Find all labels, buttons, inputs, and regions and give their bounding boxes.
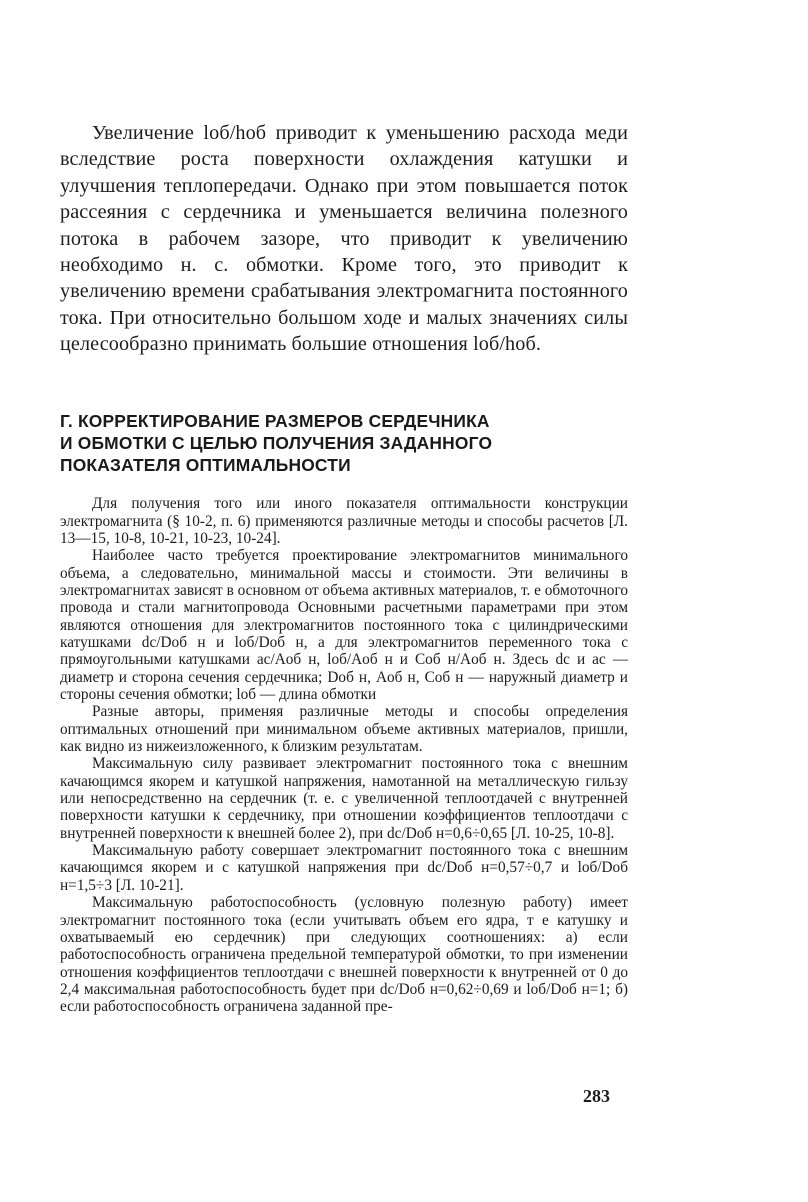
section-body: [60, 495, 628, 1015]
section-heading-line-3: ПОКАЗАТЕЛЯ ОПТИМАЛЬНОСТИ: [60, 455, 351, 476]
body-paragraph-6: Максимальную работоспособность (условную полезную работу) имеет электромагнит постоянного тока (если учитывать объем его ядра, т е катушку и охватываемый ею сердечник) при следующих соотношениях: а) если работоспособность ограничена предельной температурой обмотки, то при изменении отношения коэффициентов теплоотдачи с внешней поверхности к внутренней от 0 до 2,4 максимальная работоспособность будет при dс/Dоб н=0,62÷0,69 и lоб/Dоб н=1; б) если работоспособность ограничена заданной пре-: [60, 894, 628, 1016]
body-paragraph-3: Разные авторы, применяя различные методы и способы определения оптимальных отношений при минимальном объеме активных материалов, пришли, как видно из нижеизложенного, к близким результатам.: [60, 703, 628, 756]
page-content: [60, 120, 628, 1016]
body-paragraph-2: Наиболее часто требуется проектирование электромагнитов минимального объема, а следовательно, минимальной массы и стоимости. Эти величины в электромагнитах зависят в основном от объема активных материалов, т. е обмоточного провода и стали магнитопровода Основными расчетными параметрами при этом являются отношения для электромагнитов постоянного тока с цилиндрическими катушками dс/Dоб н и lоб/Dоб н, а для электромагнитов переменного тока с прямоугольными катушками ac/Aоб н, lоб/Aоб н и Cоб н/Aоб н. Здесь dс и ac — диаметр и сторона сечения сердечника; Dоб н, Aоб н, Cоб н — наружный диаметр и стороны сечения обмотки; lоб — длина обмотки: [60, 547, 628, 704]
body-paragraph-1: Для получения того или иного показателя оптимальности конструкции электромагнита (§ 10-2, п. 6) применяются различные методы и способы расчетов [Л. 13—15, 10-8, 10-21, 10-23, 10-24].: [60, 495, 628, 547]
section-heading: [60, 410, 628, 477]
section-heading-line-1: Г. КОРРЕКТИРОВАНИЕ РАЗМЕРОВ СЕРДЕЧНИКА: [60, 410, 490, 431]
intro-paragraph: Увеличение lоб/hоб приводит к уменьшению расхода меди вследствие роста поверхности охлаждения катушки и улучшения теплопередачи. Однако при этом повышается поток рассеяния с сердечника и уменьшается величина полезного потока в рабочем зазоре, что приводит к увеличению необходимо н. с. обмотки. Кроме того, это приводит к увеличению времени срабатывания электромагнита постоянного тока. При относительно большом ходе и малых значениях силы целесообразно принимать большие отношения lоб/hоб.: [60, 122, 628, 356]
page-number: 283: [583, 1086, 610, 1106]
body-paragraph-5: Максимальную работу совершает электромагнит постоянного тока с внешним качающимся якорем и с катушкой напряжения при dс/Dоб н=0,57÷0,7 и lоб/Dоб н=1,5÷3 [Л. 10-21].: [60, 842, 628, 894]
body-paragraph-4: Максимальную силу развивает электромагнит постоянного тока с внешним качающимся якорем и катушкой напряжения, намотанной на металлическую гильзу или непосредственно на сердечник (т. е. с увеличенной теплоотдачей с внутренней поверхности катушки к сердечнику, при отношении коэффициентов теплоотдачи с внутренней поверхности к внешней более 2), при dс/Dоб н=0,6÷0,65 [Л. 10-25, 10-8].: [60, 755, 628, 842]
section-heading-line-2: И ОБМОТКИ С ЦЕЛЬЮ ПОЛУЧЕНИЯ ЗАДАННОГО: [60, 432, 493, 453]
